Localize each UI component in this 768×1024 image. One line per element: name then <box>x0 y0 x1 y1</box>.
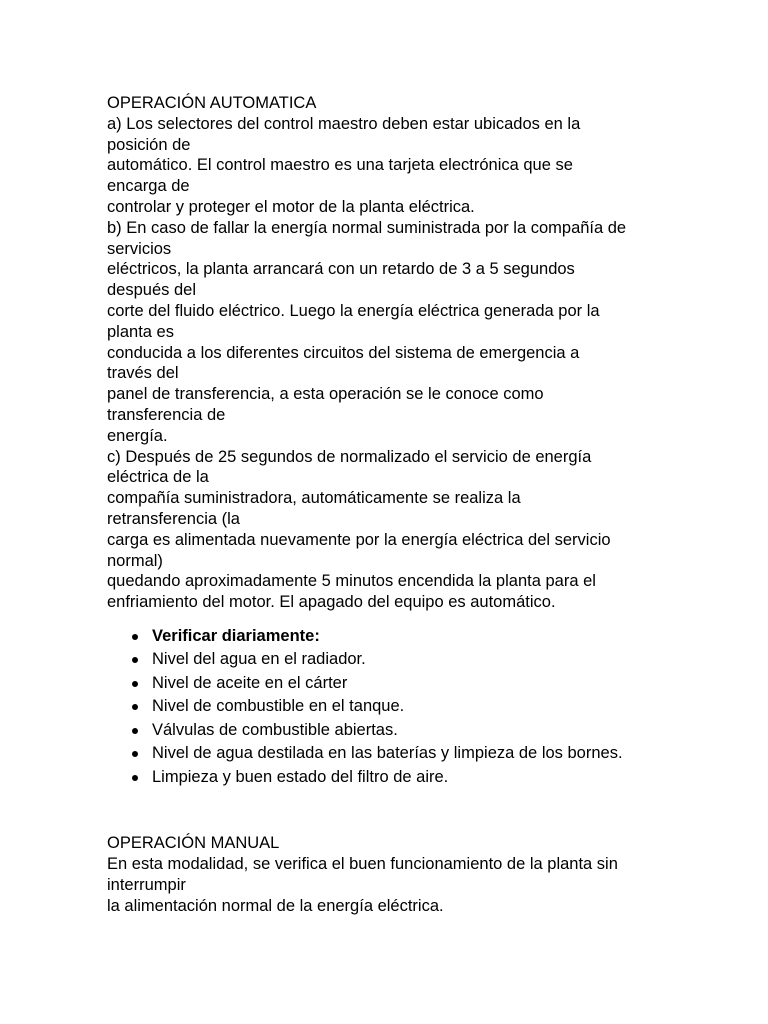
list-item <box>107 625 667 649</box>
list-item <box>107 742 667 766</box>
list-item <box>107 648 667 672</box>
spacer <box>107 789 667 833</box>
paragraph-line: carga es alimentada nuevamente por la energía eléctrica del servicio <box>107 530 611 549</box>
paragraph-line: corte del fluido eléctrico. Luego la energía eléctrica generada por la <box>107 301 600 320</box>
paragraph-line: controlar y proteger el motor de la planta eléctrica. <box>107 197 475 216</box>
paragraph-line: eléctrica de la <box>107 468 209 487</box>
paragraph-line: través del <box>107 364 179 383</box>
checklist-item-label: Nivel de agua destilada en las baterías y limpieza de los bornes. <box>152 744 623 763</box>
checklist-item-label: Nivel de aceite en el cárter <box>152 673 348 692</box>
paragraph-line: energía. <box>107 426 168 445</box>
bullet-icon <box>132 751 138 757</box>
list-item <box>107 672 667 696</box>
paragraph-line: compañía suministradora, automáticamente se realiza la <box>107 489 521 508</box>
paragraph-line: retransferencia (la <box>107 509 240 528</box>
paragraph-line: planta es <box>107 322 174 341</box>
paragraph-line: conducida a los diferentes circuitos del sistema de emergencia a <box>107 343 580 362</box>
manual-section <box>107 833 667 916</box>
checklist-item-label: Limpieza y buen estado del filtro de aire. <box>152 767 449 786</box>
bullet-icon <box>132 728 138 734</box>
paragraph-line: eléctricos, la planta arrancará con un retardo de 3 a 5 segundos <box>107 260 575 279</box>
paragraph-line: a) Los selectores del control maestro deben estar ubicados en la <box>107 114 581 133</box>
checklist-item-label: Nivel del agua en el radiador. <box>152 650 366 669</box>
bullet-icon <box>132 704 138 710</box>
spacer <box>107 613 667 625</box>
paragraph-line: b) En caso de fallar la energía normal suministrada por la compañía de <box>107 218 627 237</box>
list-item <box>107 719 667 743</box>
paragraph-line: encarga de <box>107 177 190 196</box>
checklist-item-label: Nivel de combustible en el tanque. <box>152 697 405 716</box>
paragraph-line: transferencia de <box>107 405 226 424</box>
paragraph-line: la alimentación normal de la energía eléctrica. <box>107 896 444 915</box>
paragraph-line: normal) <box>107 551 163 570</box>
checklist-item-label: Válvulas de combustible abiertas. <box>152 720 398 739</box>
paragraph-line: interrumpir <box>107 876 186 895</box>
paragraph-line: automático. El control maestro es una tarjeta electrónica que se <box>107 156 573 175</box>
paragraph-line: enfriamiento del motor. El apagado del equipo es automático. <box>107 593 556 612</box>
paragraph-line: posición de <box>107 135 191 154</box>
bullet-icon <box>132 775 138 781</box>
list-item <box>107 766 667 790</box>
auto-section <box>107 93 667 613</box>
checklist-heading: Verificar diariamente: <box>152 626 320 645</box>
paragraph-line: quedando aproximadamente 5 minutos encendida la planta para el <box>107 572 596 591</box>
bullet-icon <box>132 657 138 663</box>
paragraph-line: panel de transferencia, a esta operación se le conoce como <box>107 385 544 404</box>
paragraph-line: En esta modalidad, se verifica el buen funcionamiento de la planta sin <box>107 855 618 874</box>
paragraph-line: c) Después de 25 segundos de normalizado el servicio de energía <box>107 447 592 466</box>
list-item <box>107 695 667 719</box>
bullet-icon <box>132 681 138 687</box>
section-title-manual: OPERACIÓN MANUAL <box>107 834 280 853</box>
bullet-icon <box>132 634 138 640</box>
paragraph-line: servicios <box>107 239 172 258</box>
document-page <box>107 93 667 917</box>
section-title-automatica: OPERACIÓN AUTOMATICA <box>107 94 317 112</box>
paragraph-line: después del <box>107 281 196 300</box>
daily-checklist <box>107 625 667 790</box>
